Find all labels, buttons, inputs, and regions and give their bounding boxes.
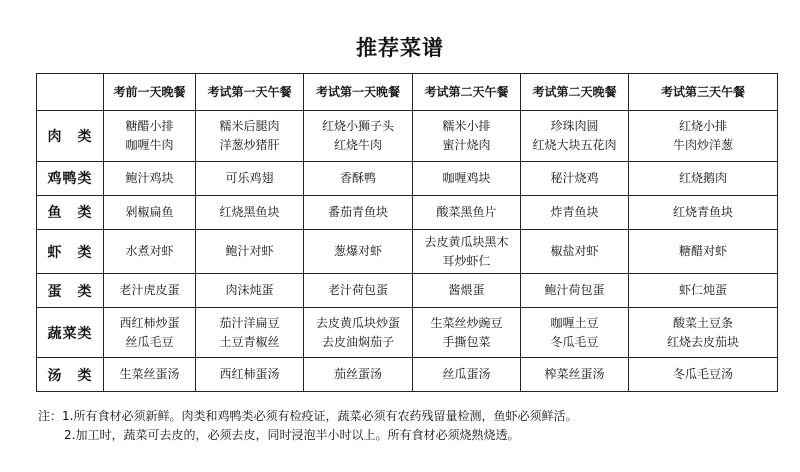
dish-name: 糖醋小排 <box>125 118 174 133</box>
dish-cell <box>413 111 521 162</box>
dish-cell <box>629 274 778 308</box>
category-cell: 鸡鸭类 <box>37 161 104 195</box>
dish-name: 水煮对虾 <box>125 244 174 258</box>
dish-name: 香酥鸭 <box>339 170 376 185</box>
dish-name: 生菜丝蛋汤 <box>119 367 180 381</box>
dish-name: 丝瓜蛋汤 <box>442 367 491 381</box>
dish-name: 去皮黄瓜块炒蛋 <box>315 315 400 330</box>
dish-cell <box>629 111 778 162</box>
category-cell: 蛋 类 <box>37 274 104 308</box>
dish-name: 鲍汁荷包蛋 <box>544 283 605 298</box>
dish-name: 丝瓜毛豆 <box>125 334 174 349</box>
dish-cell <box>521 111 629 162</box>
dish-name: 老汁荷包蛋 <box>327 283 388 298</box>
dish-name: 虾仁炖蛋 <box>678 283 727 298</box>
dish-cell <box>521 358 629 392</box>
dish-cell <box>304 274 413 308</box>
table-row <box>37 111 778 162</box>
footnote-line: 2.加工时，蔬菜可去皮的，必须去皮，同时浸泡半小时以上。所有食材必须烧熟烧透。 <box>64 428 520 442</box>
dish-cell <box>104 195 196 229</box>
dish-cell <box>304 161 413 195</box>
column-header <box>196 74 304 111</box>
dish-cell <box>196 274 304 308</box>
dish-name: 咖喱鸡块 <box>442 170 491 185</box>
column-header <box>521 74 629 111</box>
dish-name: 红烧小排 <box>678 118 727 133</box>
dish-cell <box>304 229 413 274</box>
dish-cell <box>304 308 413 358</box>
footnote-line: 注：1.所有食材必须新鲜。肉类和鸡鸭类必须有检疫证，蔬菜必须有农药残留量检测，鱼虾必须鲜活。 <box>38 409 578 423</box>
dish-name: 榨菜丝蛋汤 <box>544 367 605 381</box>
dish-name: 西红柿炒蛋 <box>119 315 180 330</box>
dish-name: 椒盐对虾 <box>550 244 599 258</box>
table-row <box>37 358 778 392</box>
dish-name: 红烧青鱼块 <box>672 204 733 219</box>
dish-name: 红烧黑鱼块 <box>219 204 280 219</box>
table-row <box>37 161 778 195</box>
dish-cell <box>521 195 629 229</box>
dish-name: 冬瓜毛豆 <box>550 334 599 349</box>
dish-name: 糯米小排 <box>442 118 491 133</box>
dish-name: 番茄青鱼块 <box>327 204 388 219</box>
dish-cell <box>196 111 304 162</box>
dish-name: 土豆青椒丝 <box>219 334 280 349</box>
dish-name: 糯米后腿肉 <box>219 118 280 133</box>
dish-cell <box>104 274 196 308</box>
column-header <box>104 74 196 111</box>
corner-header-cell <box>37 74 104 111</box>
dish-name: 红烧小狮子头 <box>321 118 394 133</box>
dish-cell <box>629 358 778 392</box>
dish-cell <box>629 308 778 358</box>
column-header <box>304 74 413 111</box>
column-header-label: 考试第一天午餐 <box>207 85 292 99</box>
dish-cell <box>196 229 304 274</box>
category-cell: 蔬菜类 <box>37 308 104 358</box>
dish-name: 茄汁洋扁豆 <box>219 315 280 330</box>
table-row <box>37 308 778 358</box>
dish-name: 鲍汁对虾 <box>225 244 274 258</box>
dish-cell <box>196 195 304 229</box>
dish-cell <box>104 229 196 274</box>
dish-cell <box>304 358 413 392</box>
dish-name: 酱煨蛋 <box>448 283 485 298</box>
table-row <box>37 274 778 308</box>
dish-name: 红烧鹅肉 <box>678 170 727 185</box>
dish-name: 蜜汁烧肉 <box>442 137 491 152</box>
table-row <box>37 229 778 274</box>
dish-cell <box>521 308 629 358</box>
dish-cell <box>413 229 521 274</box>
dish-cell <box>104 308 196 358</box>
category-cell: 汤 类 <box>37 358 104 392</box>
header-row <box>37 74 778 111</box>
footnotes <box>38 407 577 445</box>
dish-cell <box>304 195 413 229</box>
column-header <box>629 74 778 111</box>
category-cell: 虾 类 <box>37 229 104 274</box>
page-title: 推荐菜谱 <box>356 36 444 60</box>
dish-name: 去皮油焖茄子 <box>321 334 394 349</box>
dish-name: 牛肉炒洋葱 <box>672 137 733 152</box>
recipe-table <box>36 73 778 392</box>
dish-name: 糖醋对虾 <box>678 244 727 258</box>
dish-cell <box>521 161 629 195</box>
dish-cell <box>413 308 521 358</box>
dish-cell <box>521 229 629 274</box>
dish-cell <box>304 111 413 162</box>
dish-cell <box>413 195 521 229</box>
dish-cell <box>104 111 196 162</box>
dish-name: 咖喱牛肉 <box>125 137 174 152</box>
dish-cell <box>104 358 196 392</box>
column-header-label: 考试第二天晚餐 <box>532 85 617 99</box>
dish-name: 红烧牛肉 <box>333 137 382 152</box>
dish-name: 生菜丝炒豌豆 <box>430 315 503 330</box>
category-cell: 肉 类 <box>37 111 104 162</box>
dish-name: 秘汁烧鸡 <box>550 170 599 185</box>
dish-name: 西红柿蛋汤 <box>219 367 280 381</box>
category-cell: 鱼 类 <box>37 195 104 229</box>
column-header-label: 考试第一天晚餐 <box>315 85 400 99</box>
dish-cell <box>629 229 778 274</box>
dish-cell <box>413 358 521 392</box>
dish-cell <box>413 161 521 195</box>
column-header-label: 考试第二天午餐 <box>424 85 509 99</box>
dish-cell <box>196 358 304 392</box>
dish-name: 冬瓜毛豆汤 <box>672 367 733 381</box>
dish-name: 咖喱土豆 <box>550 315 599 330</box>
dish-cell <box>196 308 304 358</box>
dish-name: 可乐鸡翅 <box>225 170 274 185</box>
table-row <box>37 195 778 229</box>
column-header-label: 考试第三天午餐 <box>660 85 745 99</box>
dish-name: 红烧大块五花肉 <box>532 137 617 152</box>
dish-name: 老汁虎皮蛋 <box>119 283 180 298</box>
dish-name: 茄丝蛋汤 <box>333 367 382 381</box>
dish-cell <box>521 274 629 308</box>
column-header <box>413 74 521 111</box>
dish-name: 珍珠肉圆 <box>550 118 599 133</box>
dish-cell <box>629 195 778 229</box>
dish-name: 鲍汁鸡块 <box>125 170 174 185</box>
dish-name: 去皮黄瓜块黑木 <box>424 234 509 249</box>
column-header-label: 考前一天晚餐 <box>113 85 186 99</box>
dish-name: 红烧去皮茄块 <box>666 334 739 349</box>
dish-cell <box>413 274 521 308</box>
dish-name: 洋葱炒猪肝 <box>219 137 280 152</box>
dish-cell <box>629 161 778 195</box>
dish-cell <box>104 161 196 195</box>
dish-name: 手撕包菜 <box>442 334 491 349</box>
dish-name: 葱爆对虾 <box>333 244 382 258</box>
dish-name: 耳炒虾仁 <box>442 253 491 268</box>
dish-cell <box>196 161 304 195</box>
dish-name: 酸菜黑鱼片 <box>436 204 497 219</box>
dish-name: 炸青鱼块 <box>550 204 599 219</box>
dish-name: 剁椒扁鱼 <box>125 204 174 219</box>
dish-name: 肉沫炖蛋 <box>225 283 274 298</box>
dish-name: 酸菜土豆条 <box>672 315 733 330</box>
